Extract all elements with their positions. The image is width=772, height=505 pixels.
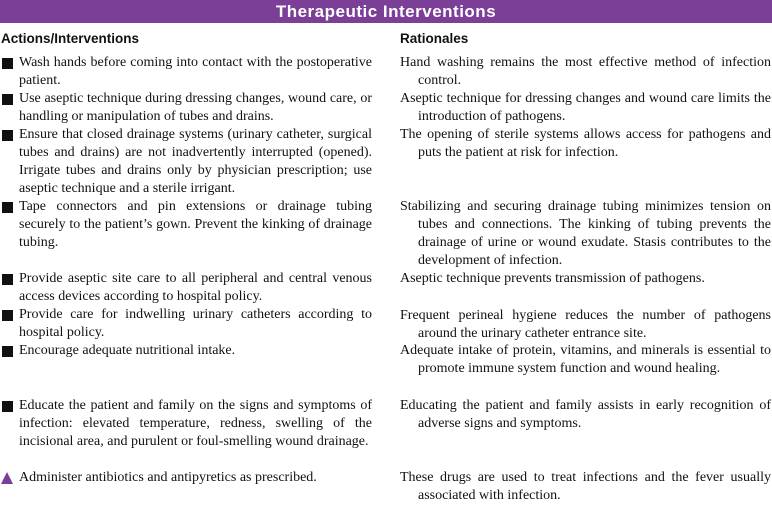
action-text: Tape connectors and pin extensions or drainage tubing securely to the patient’s gown. Prevent the kinking of drainage tubing. — [19, 199, 372, 250]
action-text: Wash hands before coming into contact with the postoperative patient. — [19, 55, 372, 88]
action-item — [0, 306, 372, 342]
rationale-item: Frequent perineal hygiene reduces the number of pathogens around the urinary catheter entrance site. — [400, 308, 771, 341]
action-text: Encourage adequate nutritional intake. — [19, 343, 236, 358]
rationale-item: These drugs are used to treat infections and the fever usually associated with infection. — [400, 470, 771, 503]
rationale-item: Aseptic technique for dressing changes and wound care limits the introduction of pathogens. — [400, 91, 771, 124]
action-text: Ensure that closed drainage systems (urinary catheter, surgical tubes and drains) are not inadvertently interrupted (opened). Irrigate tubes and drains only by physician prescription; use aseptic technique and a sterile irrigant. — [19, 127, 372, 196]
rationale-item: Adequate intake of protein, vitamins, and minerals is essential to promote immune system function and wound healing. — [400, 343, 771, 376]
action-item — [0, 90, 372, 126]
action-item — [0, 342, 372, 360]
square-bullet-icon — [2, 58, 13, 69]
action-item — [0, 126, 372, 198]
action-text: Provide care for indwelling urinary catheters according to hospital policy. — [19, 307, 372, 340]
action-text: Educate the patient and family on the signs and symptoms of infection: elevated temperature, redness, swelling of the incisional area, and purulent or foul-smelling wound drainage. — [19, 398, 372, 449]
action-item — [0, 198, 372, 252]
action-item — [0, 54, 372, 90]
rationale-item: Educating the patient and family assists in early recognition of adverse signs and symptoms. — [400, 398, 771, 431]
action-item — [0, 469, 372, 487]
square-bullet-icon — [2, 94, 13, 105]
action-text: Administer antibiotics and antipyretics as prescribed. — [19, 470, 317, 485]
square-bullet-icon — [2, 130, 13, 141]
actions-column-heading: Actions/Interventions — [1, 31, 140, 46]
square-bullet-icon — [2, 346, 13, 357]
section-title-bar — [0, 0, 772, 23]
action-text: Use aseptic technique during dressing changes, wound care, or handling or manipulation of tubes and drains. — [19, 91, 372, 124]
rationale-item: Stabilizing and securing drainage tubing minimizes tension on tubes and connections. The kinking of tubing prevents the drainage of urine or wound exudate. Stasis contributes to the development of infection. — [400, 199, 771, 268]
triangle-bullet-icon — [1, 472, 13, 484]
square-bullet-icon — [2, 401, 13, 412]
rationale-item: Aseptic technique prevents transmission of pathogens. — [400, 271, 705, 286]
rationales-column-heading: Rationales — [400, 31, 469, 46]
action-item — [0, 397, 372, 451]
square-bullet-icon — [2, 202, 13, 213]
action-item — [0, 270, 372, 306]
rationale-item: The opening of sterile systems allows access for pathogens and puts the patient at risk for infection. — [400, 127, 771, 160]
rationale-item: Hand washing remains the most effective method of infection control. — [400, 55, 771, 88]
square-bullet-icon — [2, 310, 13, 321]
action-text: Provide aseptic site care to all peripheral and central venous access devices according to hospital policy. — [19, 271, 372, 304]
section-title: Therapeutic Interventions — [275, 2, 497, 21]
square-bullet-icon — [2, 274, 13, 285]
